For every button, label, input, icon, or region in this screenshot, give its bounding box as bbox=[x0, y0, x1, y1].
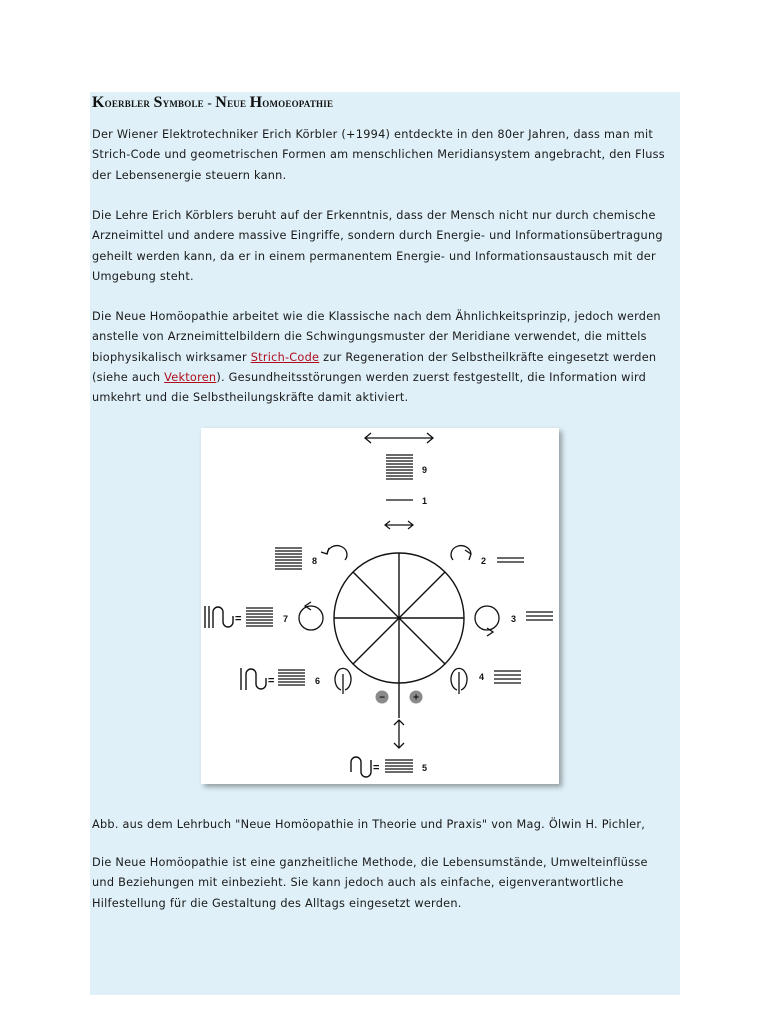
label-1: 1 bbox=[422, 496, 428, 506]
strich-code-6-icon bbox=[278, 670, 305, 685]
small-double-arrow-icon bbox=[385, 521, 413, 529]
minus-badge-icon bbox=[376, 691, 389, 704]
paragraph-text: zur Regeneration der Selbstheilkräfte eingesetzt werden (siehe auch bbox=[92, 350, 657, 384]
rotation-arrow-2-icon bbox=[451, 546, 471, 560]
minus-label: − bbox=[379, 692, 385, 704]
strich-code-2-icon bbox=[497, 558, 524, 562]
label-7: 7 bbox=[283, 614, 289, 624]
rotation-arrow-6-icon bbox=[335, 668, 351, 694]
paragraph-text: ). Gesundheitsstörungen werden zuerst festgestellt, die Information wird umkehrt und die Selbstheilungskräfte damit aktiviert. bbox=[92, 370, 647, 405]
label-5: 5 bbox=[422, 763, 428, 773]
strich-code-9-icon bbox=[386, 455, 413, 479]
strich-code-8-icon bbox=[275, 548, 302, 569]
page-title: Koerbler Symbole - Neue Homoeopathie bbox=[92, 94, 334, 111]
paragraph-intro: Der Wiener Elektrotechniker Erich Körbler (+1994) entdeckte in den 80er Jahren, dass man mit Strich-Code und geometrischen Formen am menschlichen Meridiansystem angebracht, den Fluss der Lebensenergie steuern kann. bbox=[92, 128, 665, 182]
label-8: 8 bbox=[312, 556, 318, 566]
plus-badge-icon bbox=[410, 691, 423, 704]
rotation-arrow-7-icon bbox=[299, 602, 323, 630]
vector-symbol-5-icon bbox=[351, 757, 371, 777]
koerbler-symbol-figure bbox=[201, 428, 559, 784]
strich-code-7-icon bbox=[246, 608, 273, 626]
label-9: 9 bbox=[422, 465, 428, 475]
double-arrow-icon bbox=[365, 433, 433, 443]
rotation-arrow-8-icon bbox=[321, 546, 347, 560]
label-3: 3 bbox=[511, 614, 517, 624]
strich-code-3-icon bbox=[526, 612, 553, 620]
strich-code-link[interactable]: Strich-Code bbox=[250, 350, 320, 364]
symbol-diagram bbox=[201, 428, 559, 784]
equals-sign: = bbox=[235, 613, 242, 625]
strich-code-5-icon bbox=[385, 760, 413, 772]
paragraph-text: Die Neue Homöopathie arbeitet wie die Klassische nach dem Ähnlichkeitsprinzip, jedoch werden anstelle von Arzneimittelbildern die Schwingungsmuster der Meridiane verwendet, die mittels biophysikalisch wirksamer bbox=[92, 310, 661, 364]
vertical-double-arrow-icon bbox=[394, 720, 404, 748]
rotation-arrow-3-icon bbox=[475, 606, 499, 636]
vector-symbol-7-icon bbox=[205, 606, 233, 628]
paragraph-teaching: Die Lehre Erich Körblers beruht auf der Erkenntnis, dass der Mensch nicht nur durch chemische Arzneimittel und andere massive Eingriffe, sondern durch Energie- und Informationsübertragung geheilt werden kann, da er in einem permanentem Energie- und Informationsaustausch mit der Umgebung steht. bbox=[92, 209, 663, 283]
label-6: 6 bbox=[315, 676, 321, 686]
paragraph-homeopathy bbox=[92, 307, 670, 408]
label-4: 4 bbox=[479, 672, 485, 682]
equals-sign: = bbox=[373, 762, 380, 774]
equals-sign: = bbox=[268, 675, 275, 687]
strich-code-4-icon bbox=[494, 671, 521, 683]
paragraph-holistic: Die Neue Homöopathie ist eine ganzheitliche Methode, die Lebensumstände, Umwelteinflüsse und Beziehungen mit einbezieht. Sie kann jedoch auch als einfache, eigenverantwortliche Hilfestellung für die Gestaltung des Alltags eingesetzt werden. bbox=[92, 856, 648, 910]
article bbox=[92, 92, 670, 405]
vector-symbol-6-icon bbox=[241, 668, 266, 690]
meridian-wheel-icon bbox=[334, 553, 464, 718]
rotation-arrow-4-icon bbox=[451, 668, 467, 694]
label-2: 2 bbox=[481, 556, 487, 566]
plus-label: + bbox=[413, 692, 419, 704]
vektoren-link[interactable]: Vektoren bbox=[164, 370, 217, 384]
figure-caption: Abb. aus dem Lehrbuch "Neue Homöopathie in Theorie und Praxis" von Mag. Ölwin H. Pichler, bbox=[92, 818, 646, 831]
